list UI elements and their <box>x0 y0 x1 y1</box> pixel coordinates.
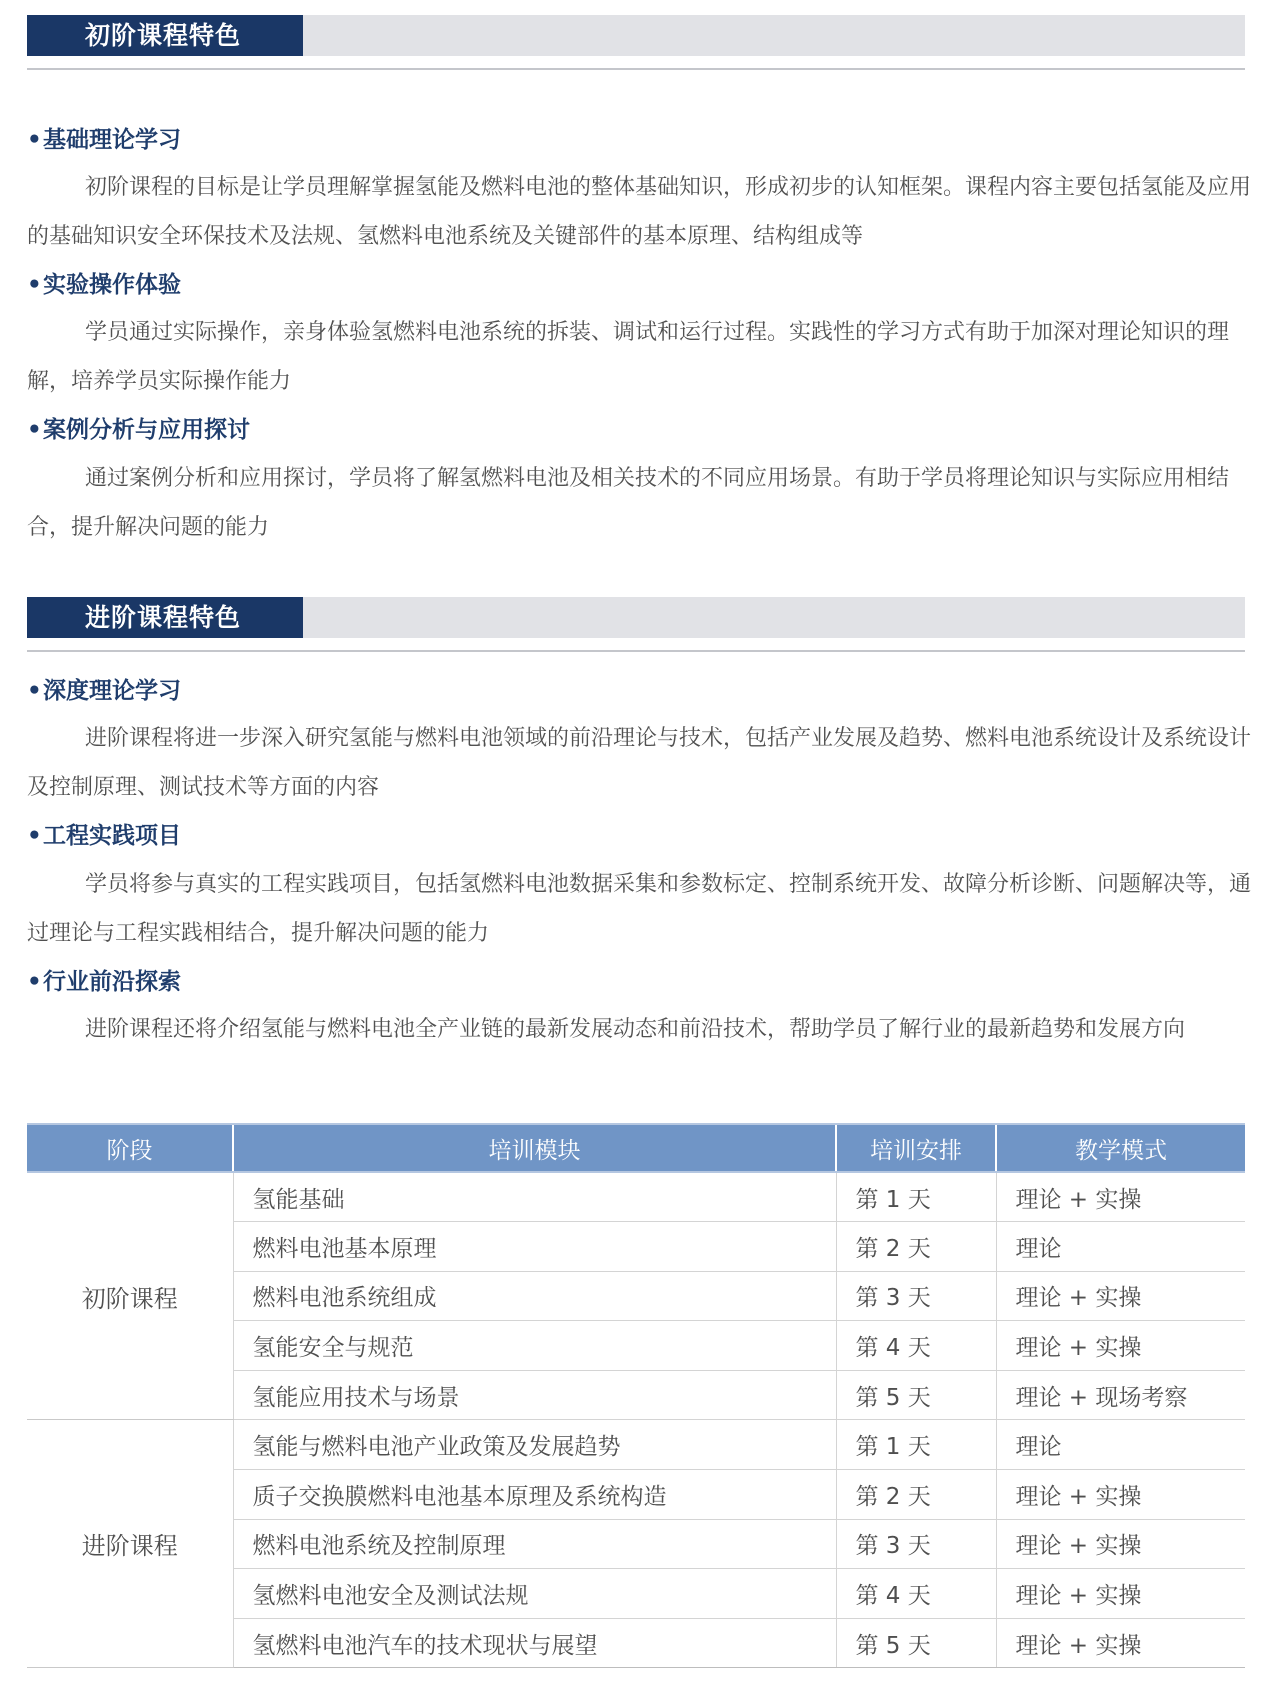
column-header-stage: 阶段 <box>27 1124 233 1172</box>
table-header-row <box>27 1124 1245 1172</box>
table-row <box>27 1420 1245 1470</box>
item-text-frontier: 进阶课程还将介绍氢能与燃料电池全产业链的最新发展动态和前沿技术，帮助学员了解行业的最新趋势和发展方向 <box>85 1017 1186 1042</box>
schedule-cell: 第 2 天 <box>836 1470 996 1520</box>
item-text-experiment: 学员通过实际操作，亲身体验氢燃料电池系统的拆装、调试和运行过程。实践性的学习方式有助于加深对理论知识的理解，培养学员实际操作能力 <box>27 320 1230 394</box>
module-cell: 燃料电池基本原理 <box>233 1222 836 1272</box>
schedule-cell: 第 4 天 <box>836 1569 996 1619</box>
module-cell: 氢燃料电池汽车的技术现状与展望 <box>233 1618 836 1668</box>
column-header-schedule: 培训安排 <box>836 1124 996 1172</box>
section-title-advanced: 进阶课程特色 <box>27 597 303 638</box>
bullet-icon: • <box>27 127 42 153</box>
bullet-icon: • <box>27 417 42 443</box>
stage-cell-basic: 初阶课程 <box>27 1172 233 1420</box>
schedule-cell: 第 5 天 <box>836 1370 996 1420</box>
mode-cell: 理论 <box>996 1222 1245 1272</box>
module-cell: 质子交换膜燃料电池基本原理及系统构造 <box>233 1470 836 1520</box>
schedule-cell: 第 2 天 <box>836 1222 996 1272</box>
section-divider <box>27 650 1245 652</box>
bullet-icon: • <box>27 678 42 704</box>
module-cell: 燃料电池系统组成 <box>233 1271 836 1321</box>
course-schedule-table <box>27 1123 1245 1668</box>
item-title-deep-theory: •深度理论学习 <box>27 674 181 708</box>
item-title-engineering: •工程实践项目 <box>27 819 181 853</box>
module-cell: 氢能与燃料电池产业政策及发展趋势 <box>233 1420 836 1470</box>
module-cell: 燃料电池系统及控制原理 <box>233 1519 836 1569</box>
schedule-cell: 第 3 天 <box>836 1519 996 1569</box>
schedule-cell: 第 5 天 <box>836 1618 996 1668</box>
mode-cell: 理论 + 现场考察 <box>996 1370 1245 1420</box>
stage-cell-advanced: 进阶课程 <box>27 1420 233 1668</box>
item-title-experiment: •实验操作体验 <box>27 268 181 302</box>
bullet-icon: • <box>27 823 42 849</box>
item-title-frontier: •行业前沿探索 <box>27 965 181 999</box>
schedule-cell: 第 4 天 <box>836 1321 996 1371</box>
column-header-mode: 教学模式 <box>996 1124 1245 1172</box>
section-header-advanced <box>27 597 1245 638</box>
mode-cell: 理论 + 实操 <box>996 1519 1245 1569</box>
bullet-icon: • <box>27 272 42 298</box>
column-header-module: 培训模块 <box>233 1124 836 1172</box>
schedule-cell: 第 3 天 <box>836 1271 996 1321</box>
item-text-basic-theory: 初阶课程的目标是让学员理解掌握氢能及燃料电池的整体基础知识，形成初步的认知框架。课程内容主要包括氢能及应用的基础知识安全环保技术及法规、氢燃料电池系统及关键部件的基本原理、结构组成等 <box>27 175 1252 249</box>
section-divider <box>27 68 1245 70</box>
item-text-case-study: 通过案例分析和应用探讨，学员将了解氢燃料电池及相关技术的不同应用场景。有助于学员将理论知识与实际应用相结合，提升解决问题的能力 <box>27 466 1230 540</box>
mode-cell: 理论 + 实操 <box>996 1271 1245 1321</box>
mode-cell: 理论 + 实操 <box>996 1470 1245 1520</box>
module-cell: 氢能基础 <box>233 1172 836 1222</box>
module-cell: 氢能应用技术与场景 <box>233 1370 836 1420</box>
mode-cell: 理论 + 实操 <box>996 1172 1245 1222</box>
item-text-engineering: 学员将参与真实的工程实践项目，包括氢燃料电池数据采集和参数标定、控制系统开发、故障分析诊断、问题解决等，通过理论与工程实践相结合，提升解决问题的能力 <box>27 872 1252 946</box>
schedule-cell: 第 1 天 <box>836 1172 996 1222</box>
section-title-basic: 初阶课程特色 <box>27 15 303 56</box>
item-text-deep-theory: 进阶课程将进一步深入研究氢能与燃料电池领域的前沿理论与技术，包括产业发展及趋势、燃料电池系统设计及系统设计及控制原理、测试技术等方面的内容 <box>27 726 1252 800</box>
module-cell: 氢能安全与规范 <box>233 1321 836 1371</box>
item-title-case-study: •案例分析与应用探讨 <box>27 413 250 447</box>
item-title-basic-theory: •基础理论学习 <box>27 123 181 157</box>
bullet-icon: • <box>27 969 42 995</box>
schedule-cell: 第 1 天 <box>836 1420 996 1470</box>
mode-cell: 理论 + 实操 <box>996 1321 1245 1371</box>
module-cell: 氢燃料电池安全及测试法规 <box>233 1569 836 1619</box>
section-header-basic <box>27 15 1245 56</box>
mode-cell: 理论 + 实操 <box>996 1618 1245 1668</box>
table-row <box>27 1172 1245 1222</box>
mode-cell: 理论 + 实操 <box>996 1569 1245 1619</box>
mode-cell: 理论 <box>996 1420 1245 1470</box>
